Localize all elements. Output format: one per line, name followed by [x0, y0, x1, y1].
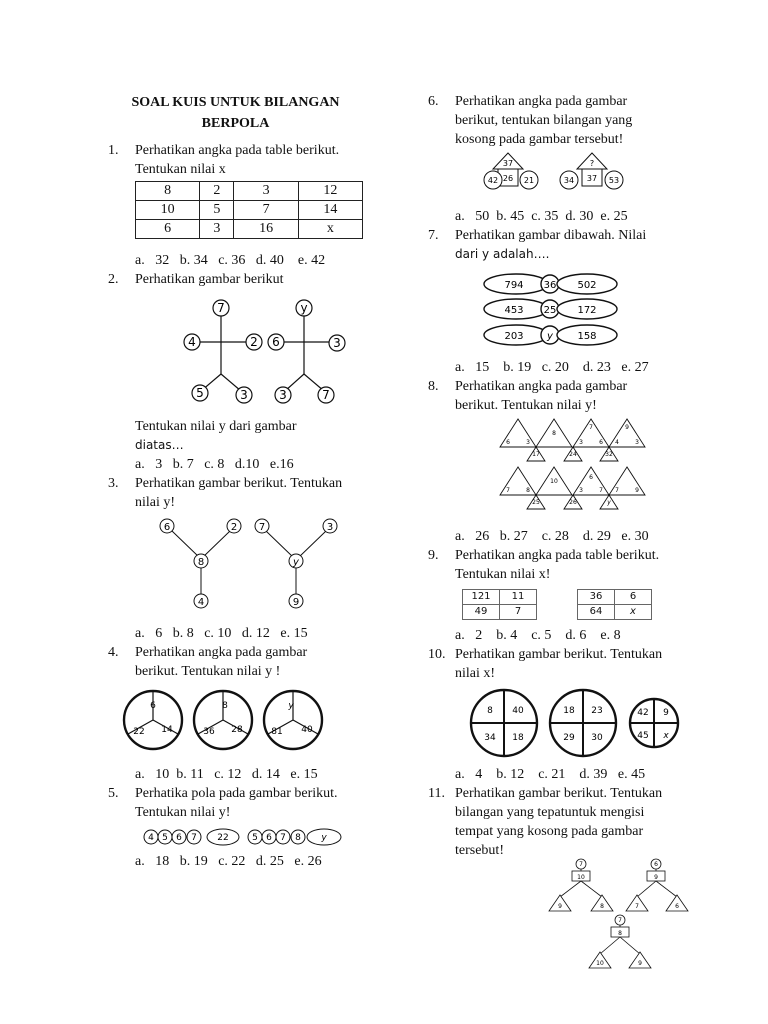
- q2-left-bottom-left: 5: [196, 386, 204, 400]
- question-3: 3. Perhatikan gambar berikut. Tentukan nilai y!: [108, 476, 343, 510]
- q5-seq-10: y: [321, 833, 327, 843]
- q6-a-left: 42: [487, 176, 499, 185]
- q5-seq-2: 5: [162, 833, 168, 843]
- q5-seq-8: 7: [280, 833, 286, 843]
- q8-answers: a. 26 b. 27 c. 28 d. 29 e. 30: [455, 529, 649, 544]
- q7-r3-right: 158: [577, 331, 597, 342]
- q7-figure: [428, 264, 680, 358]
- q8-r2-inv-2: 26: [569, 499, 577, 506]
- question-11: 11. Perhatikan gambar berikut. Tentukan bilangan yang tepatuntuk mengisi tempat yang kosong pada gambar tersebut!: [428, 786, 663, 858]
- q5-seq-5: 22: [217, 833, 229, 843]
- q7-r2-right: 172: [577, 305, 597, 316]
- q2-left-top: 7: [217, 301, 225, 315]
- q10-c2-tr: 23: [591, 706, 603, 716]
- q11-t3-left: 10: [596, 960, 604, 967]
- q2-right-right: 3: [333, 336, 341, 350]
- q2-left-left: 4: [188, 335, 196, 349]
- q10-c2-br: 30: [591, 733, 603, 743]
- q8-r2-t3-top: 6: [589, 474, 593, 481]
- q11-t1-right: 8: [600, 903, 604, 910]
- q11-t2-right: 6: [675, 903, 679, 910]
- left-column: [108, 92, 363, 871]
- q2-right-top: y: [300, 301, 308, 315]
- q10-c3-bl: 45: [637, 731, 649, 741]
- q5-seq-6: 5: [252, 833, 258, 843]
- q8-r1-inv-1: 17: [532, 451, 540, 458]
- q2-left-bottom-right: 3: [240, 388, 248, 402]
- q8-r1-t3-top: 7: [589, 424, 593, 431]
- q8-r1-t3-left: 3: [579, 439, 583, 446]
- q4-c2-right: 28: [231, 725, 243, 735]
- page-title: SOAL KUIS UNTUK BILANGAN BERPOLA: [131, 95, 340, 131]
- q2-right-bottom-left: 3: [279, 388, 287, 402]
- q7-r3-left: 203: [504, 331, 524, 342]
- q10-answers: a. 4 b. 12 c. 21 d. 39 e. 45: [455, 767, 646, 782]
- q8-r2-inv-3: y: [607, 499, 611, 506]
- q7-answers: a. 15 b. 19 c. 20 d. 23 e. 27: [455, 360, 649, 375]
- q11-t1-left: 9: [558, 903, 562, 910]
- q10-figure: [428, 683, 680, 765]
- q3-right-mid: y: [293, 557, 299, 568]
- q11-t3-top: 7: [618, 917, 622, 924]
- q2-followup: Tentukan nilai y dari gambar diatas…: [135, 419, 297, 452]
- q11-figure: [540, 857, 700, 982]
- q4-c3-top: y: [288, 701, 294, 711]
- q2-left-right: 2: [250, 335, 258, 349]
- q3-left-tl: 6: [163, 522, 171, 533]
- q5-answers: a. 18 b. 19 c. 22 d. 25 e. 26: [135, 854, 322, 869]
- q8-r2-t3-left: 3: [579, 487, 583, 494]
- q6-a-top: 37: [502, 159, 514, 168]
- q2-right-bottom-right: 7: [322, 388, 330, 402]
- q4-c3-left: 81: [271, 727, 283, 737]
- q5-seq-9: 8: [295, 833, 301, 843]
- q7-r3-mid: y: [547, 331, 553, 342]
- q8-r1-t4-left: 4: [615, 439, 619, 446]
- right-column: [428, 92, 680, 967]
- q8-r2-t2-top: 10: [550, 478, 558, 485]
- q7-r1-left: 794: [504, 280, 524, 291]
- q2-figure: [108, 289, 363, 417]
- q8-r1-t1-left: 6: [506, 439, 510, 446]
- q10-c1-bl: 34: [484, 733, 496, 743]
- q8-r1-t2-top: 8: [552, 430, 556, 437]
- q2-right-left: 6: [272, 335, 280, 349]
- q5-seq-7: 6: [266, 833, 272, 843]
- q10-c1-tr: 40: [512, 706, 524, 716]
- q10-c1-tl: 8: [487, 706, 493, 716]
- q8-r2-t4-left: 7: [615, 487, 619, 494]
- q8-r2-t4-right: 9: [635, 487, 639, 494]
- q10-c2-tl: 18: [563, 706, 575, 716]
- q11-t3-box: 8: [618, 930, 622, 937]
- q11-t1-box: 10: [577, 874, 585, 881]
- q8-r2-t1-left: 7: [506, 487, 510, 494]
- q3-left-bot: 4: [197, 597, 205, 608]
- q11-t2-box: 9: [654, 874, 658, 881]
- q3-answers: a. 6 b. 8 c. 10 d. 12 e. 15: [135, 626, 308, 641]
- q8-r2-t3-right: 7: [599, 487, 603, 494]
- question-7: 7. Perhatikan gambar dibawah. Nilai dari y adalah….: [428, 228, 647, 261]
- q11-t3-right: 9: [638, 960, 642, 967]
- q6-answers: a. 50 b. 45 c. 35 d. 30 e. 25: [455, 209, 628, 224]
- q6-b-left: 34: [563, 176, 575, 185]
- q8-r1-t1-right: 3: [526, 439, 530, 446]
- question-4: 4. Perhatikan angka pada gambar berikut. Tentukan nilai y !: [108, 645, 308, 679]
- q10-c3-br: x: [663, 731, 669, 741]
- question-8: 8. Perhatikan angka pada gambar berikut. Tentukan nilai y!: [428, 379, 628, 413]
- q11-t2-top: 6: [654, 861, 658, 868]
- q3-right-tr: 3: [326, 522, 334, 533]
- q8-figure: [428, 415, 680, 527]
- q3-right-tl: 7: [258, 522, 266, 533]
- q10-c3-tr: 9: [663, 708, 669, 718]
- q8-r1-inv-2: 24: [569, 451, 577, 458]
- q2-answers: a. 3 b. 7 c. 8 d.10 e.16: [135, 457, 294, 472]
- q5-seq-4: 7: [191, 833, 197, 843]
- q8-r1-t3-right: 6: [599, 439, 603, 446]
- q6-b-mid: 37: [586, 174, 598, 183]
- q10-c1-br: 18: [512, 733, 524, 743]
- q6-a-mid: 26: [502, 174, 514, 183]
- q7-r1-mid: 36: [543, 280, 557, 291]
- q10-c2-bl: 29: [563, 733, 575, 743]
- q5-seq-1: 4: [148, 833, 154, 843]
- q3-left-mid: 8: [197, 557, 205, 568]
- q8-r1-t4-right: 3: [635, 439, 639, 446]
- q6-b-right: 53: [608, 176, 620, 185]
- q5-seq-3: 6: [176, 833, 182, 843]
- q7-r2-left: 453: [504, 305, 524, 316]
- question-1: 1. Perhatikan angka pada table berikut. Tentukan nilai x: [108, 143, 340, 177]
- q9-tables: [428, 589, 680, 620]
- q9-answers: a. 2 b. 4 c. 5 d. 6 e. 8: [455, 628, 621, 643]
- q6-b-top: ?: [589, 159, 595, 168]
- q1-table: 8 2 3 12 10 5 7 14 6 3 16 x: [135, 181, 363, 239]
- question-6: 6. Perhatikan angka pada gambar berikut, tentukan bilangan yang kosong pada gambar tersebut!: [428, 94, 633, 147]
- question-10: 10. Perhatikan gambar berikut. Tentukan nilai x!: [428, 647, 663, 681]
- q1-answers: a. 32 b. 34 c. 36 d. 40 e. 42: [135, 253, 326, 268]
- q3-left-tr: 2: [230, 522, 238, 533]
- q4-c3-right: 40: [301, 725, 313, 735]
- q8-r1-inv-3: 32: [605, 451, 613, 458]
- q3-figure: [108, 512, 363, 620]
- q8-r2-t1-right: 8: [526, 487, 530, 494]
- q10-c3-tl: 42: [637, 708, 649, 718]
- q4-c1-left: 22: [133, 727, 145, 737]
- q7-r2-mid: 25: [543, 305, 557, 316]
- q8-r1-t4-top: 9: [625, 424, 629, 431]
- q7-r1-right: 502: [577, 280, 597, 291]
- question-9: 9. Perhatikan angka pada table berikut. Tentukan nilai x!: [428, 548, 660, 582]
- q4-answers: a. 10 b. 11 c. 12 d. 14 e. 15: [135, 767, 318, 782]
- q8-r2-inv-1: 25: [532, 499, 540, 506]
- q4-c1-top: 6: [150, 701, 156, 711]
- q4-c2-left: 36: [203, 727, 215, 737]
- question-2: 2. Perhatikan gambar berikut: [108, 272, 284, 287]
- q6-a-right: 21: [523, 176, 535, 185]
- q6-figure: [428, 149, 680, 207]
- q9-table-1: 121 11 49 7: [462, 589, 537, 620]
- q4-c2-top: 8: [222, 701, 228, 711]
- q11-t2-left: 7: [635, 903, 639, 910]
- q3-right-bot: 9: [292, 597, 300, 608]
- question-5: 5. Perhatika pola pada gambar berikut. Tentukan nilai y!: [108, 786, 338, 820]
- q5-figure: [108, 822, 363, 852]
- q9-table-2: 36 6 64 x: [577, 589, 652, 620]
- q4-c1-right: 14: [161, 725, 173, 735]
- q11-t1-top: 7: [579, 861, 583, 868]
- q4-figure: [108, 681, 363, 763]
